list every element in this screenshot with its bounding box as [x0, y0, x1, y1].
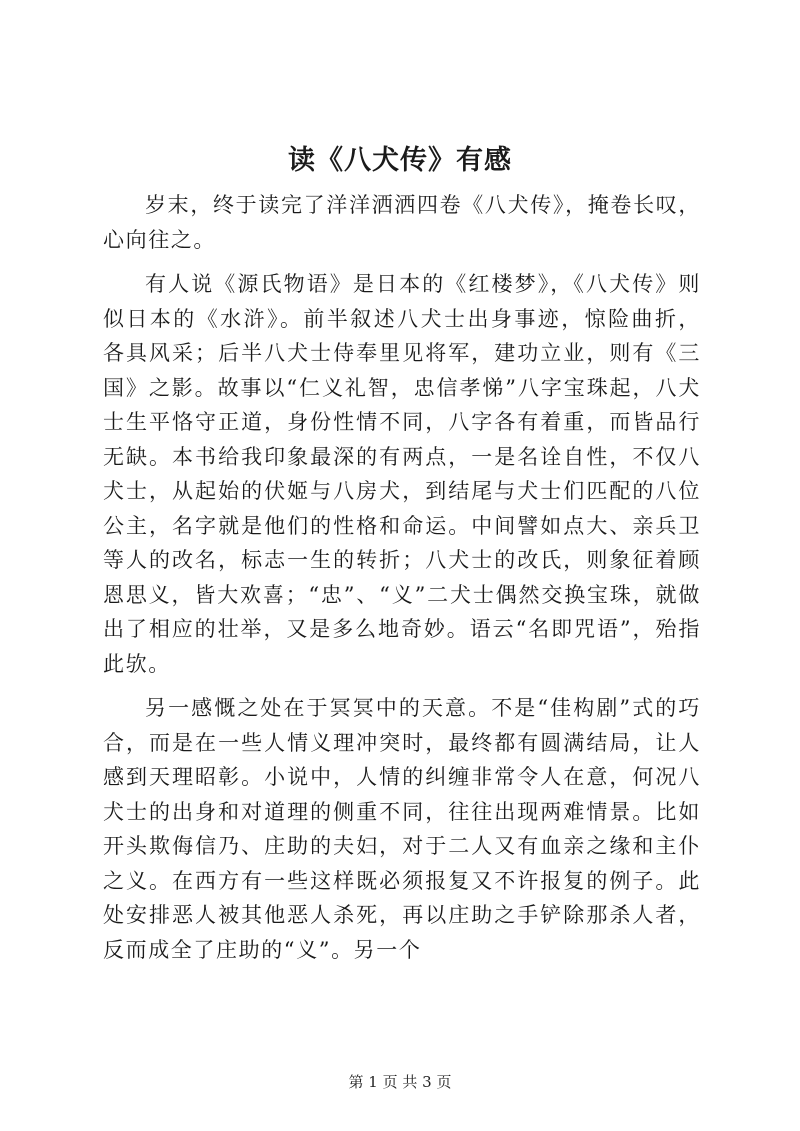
- page-footer: 第 1 页 共 3 页: [348, 1073, 452, 1091]
- document-body: [103, 188, 701, 967]
- paragraph-1: 岁末，终于读完了洋洋洒洒四卷《八犬传》，掩卷长叹，心向往之。: [103, 193, 701, 252]
- document-title: 读《八犬传》有感: [288, 145, 512, 176]
- paragraph-2: 有人说《源氏物语》是日本的《红楼梦》，《八犬传》则似日本的《水浒》。前半叙述八犬士出身事迹，惊险曲折，各具风采；后半八犬士侍奉里见将军，建功立业，则有《三国》之影。故事以“仁义礼智，忠信孝悌”八字宝珠起，八犬士生平恪守正道，身份性情不同，八字各有着重，而皆品行无缺。本书给我印象最深的有两点，一是名诠自性，不仅八犬士，从起始的伏姬与八房犬，到结尾与犬士们匹配的八位公主，名字就是他们的性格和命运。中间譬如点大、亲兵卫等人的改名，标志一生的转折；八犬士的改氏，则象征着顾恩思义，皆大欢喜；“忠”、“义”二犬士偶然交换宝珠，就做出了相应的壮举，又是多么地奇妙。语云“名即咒语”，殆指此欤。: [103, 272, 701, 676]
- paragraph-3: 另一感慨之处在于冥冥中的天意。不是“佳构剧”式的巧合，而是在一些人情义理冲突时，最终都有圆满结局，让人感到天理昭彰。小说中，人情的纠缠非常令人在意，何况八犬士的出身和对道理的侧重不同，往往出现两难情景。比如开头欺侮信乃、庄助的夫妇，对于二人又有血亲之缘和主仆之义。在西方有一些这样既必须报复又不许报复的例子。此处安排恶人被其他恶人杀死，再以庄助之手铲除那杀人者，反而成全了庄助的“义”。另一个: [103, 696, 701, 962]
